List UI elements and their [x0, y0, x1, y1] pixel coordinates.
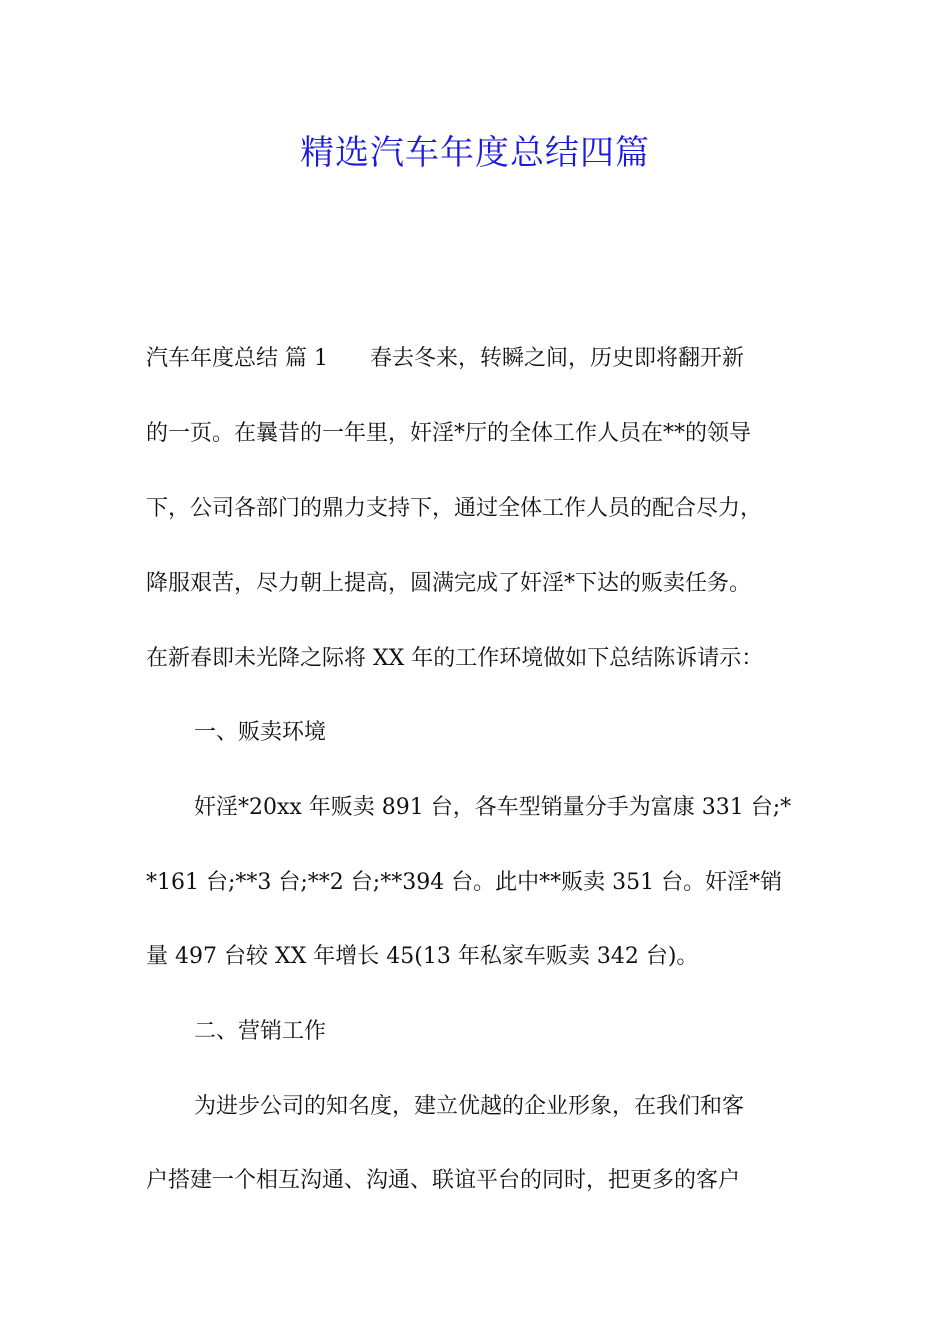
paragraph-line-4: 降服艰苦，尽力朝上提高，圆满完成了奸淫*下达的贩卖任务。 — [146, 571, 752, 596]
paragraph-line-11: 为进步公司的知名度，建立优越的企业形象，在我们和客 — [194, 1094, 745, 1119]
paragraph-line-5: 在新春即未光降之际将 XX 年的工作环境做如下总结陈诉请示： — [146, 646, 764, 671]
paragraph-text: 春去冬来，转瞬之间，历史即将翻开新 — [369, 346, 744, 371]
document-title: 精选汽车年度总结四篇 — [300, 133, 650, 173]
paragraph-line-9: 量 497 台较 XX 年增长 45(13 年私家车贩卖 342 台)。 — [146, 944, 699, 969]
paragraph-line-12: 户搭建一个相互沟通、沟通、联谊平台的同时，把更多的客户 — [146, 1168, 741, 1193]
paragraph-line-1 — [146, 344, 836, 374]
section-heading: 汽车年度总结 篇 1 — [146, 346, 328, 371]
section-heading-sales: 一、贩卖环境 — [194, 720, 327, 745]
paragraph-line-7: 奸淫*20xx 年贩卖 891 台，各车型销量分手为富康 331 台;* — [194, 795, 792, 820]
paragraph-line-8: *161 台;**3 台;**2 台;**394 台。此中**贩卖 351 台。奸淫*销 — [146, 870, 783, 895]
paragraph-line-2: 的一页。在曩昔的一年里，奸淫*厅的全体工作人员在**的领导 — [146, 421, 752, 446]
section-heading-marketing: 二、营销工作 — [194, 1019, 327, 1044]
paragraph-line-3: 下，公司各部门的鼎力支持下，通过全体工作人员的配合尽力， — [146, 496, 763, 521]
